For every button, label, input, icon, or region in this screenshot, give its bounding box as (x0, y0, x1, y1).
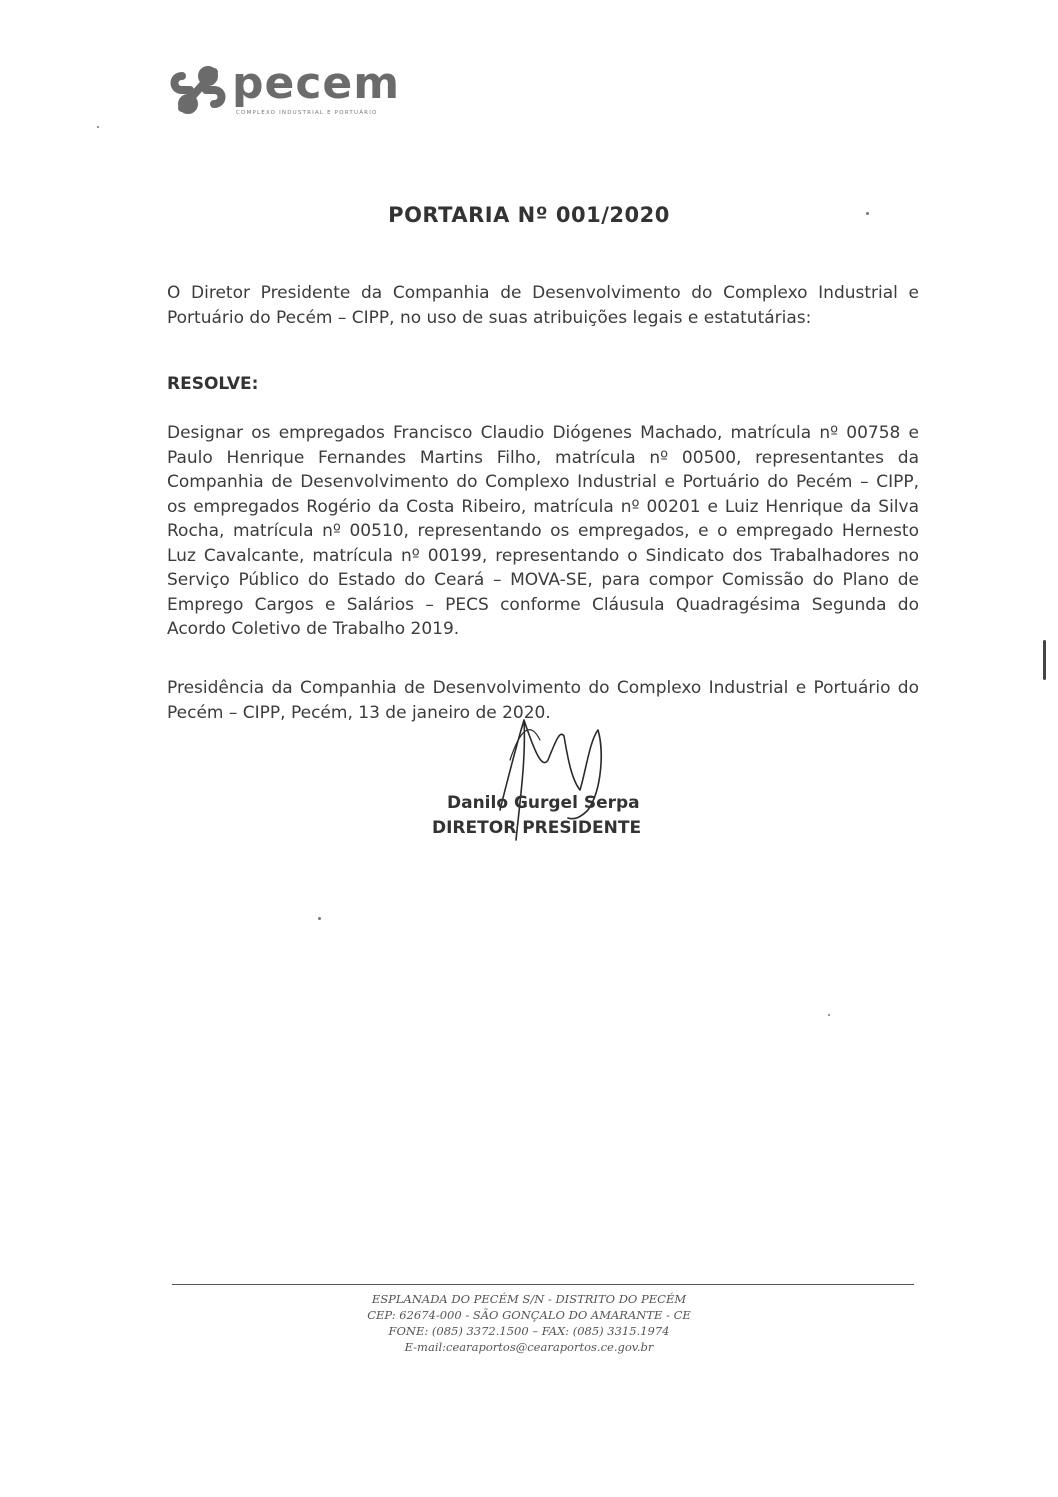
body-paragraph: Designar os empregados Francisco Claudio Diógenes Machado, matrícula nº 00758 e Paulo Henrique Fernandes Martins Filho, matrícula nº 00500, representantes da Companhia de Desenvolvimento do Complexo Industrial e Portuário do Pecém – CIPP, os empregados Rogério da Costa Ribeiro, matrícula nº 00201 e Luiz Henrique da Silva Rocha, matrícula nº 00510, representando os empregados, e o empregado Hernesto Luz Cavalcante, matrícula nº 00199, representando o Sindicato dos Trabalhadores no Serviço Público do Estado do Ceará – MOVA-SE, para compor Comissão do Plano de Emprego Cargos e Salários – PECS conforme Cláusula Quadragésima Segunda do Acordo Coletivo de Trabalho 2019. (167, 423, 919, 639)
logo-tagline: COMPLEXO INDUSTRIAL E PORTUÁRIO (236, 110, 378, 116)
pecem-logo (168, 58, 408, 118)
logo-wordmark: pecem (232, 58, 401, 109)
document-title: PORTARIA Nº 001/2020 (388, 203, 670, 227)
signatory-name: Danilo Gurgel Serpa (447, 793, 640, 813)
footer-address-line: ESPLANADA DO PECÉM S/N - DISTRITO DO PECÉM (371, 1292, 687, 1306)
scan-speck (828, 1014, 830, 1016)
pecem-symbol-icon (168, 62, 228, 118)
footer-email-line: E-mail:cearaportos@cearaportos.ce.gov.br (404, 1340, 654, 1354)
signatory-role: DIRETOR PRESIDENTE (432, 818, 642, 838)
scan-speck (1043, 640, 1046, 680)
closing-paragraph: Presidência da Companhia de Desenvolvimento do Complexo Industrial e Portuário do Pecém – CIPP, Pecém, 13 de janeiro de 2020. (167, 678, 919, 723)
footer-cep-line: CEP: 62674-000 - SÃO GONÇALO DO AMARANTE - CE (367, 1308, 691, 1322)
scan-speck (866, 212, 869, 215)
scan-speck (97, 126, 99, 128)
footer-divider (172, 1284, 914, 1285)
footer-address (0, 1291, 1058, 1355)
intro-paragraph: O Diretor Presidente da Companhia de Desenvolvimento do Complexo Industrial e Portuário do Pecém – CIPP, no uso de suas atribuições legais e estatutárias: (167, 283, 919, 328)
footer-phone-line: FONE: (085) 3372.1500 – FAX: (085) 3315.1974 (388, 1324, 670, 1338)
resolve-heading: RESOLVE: (167, 374, 259, 394)
scan-speck (318, 917, 321, 920)
